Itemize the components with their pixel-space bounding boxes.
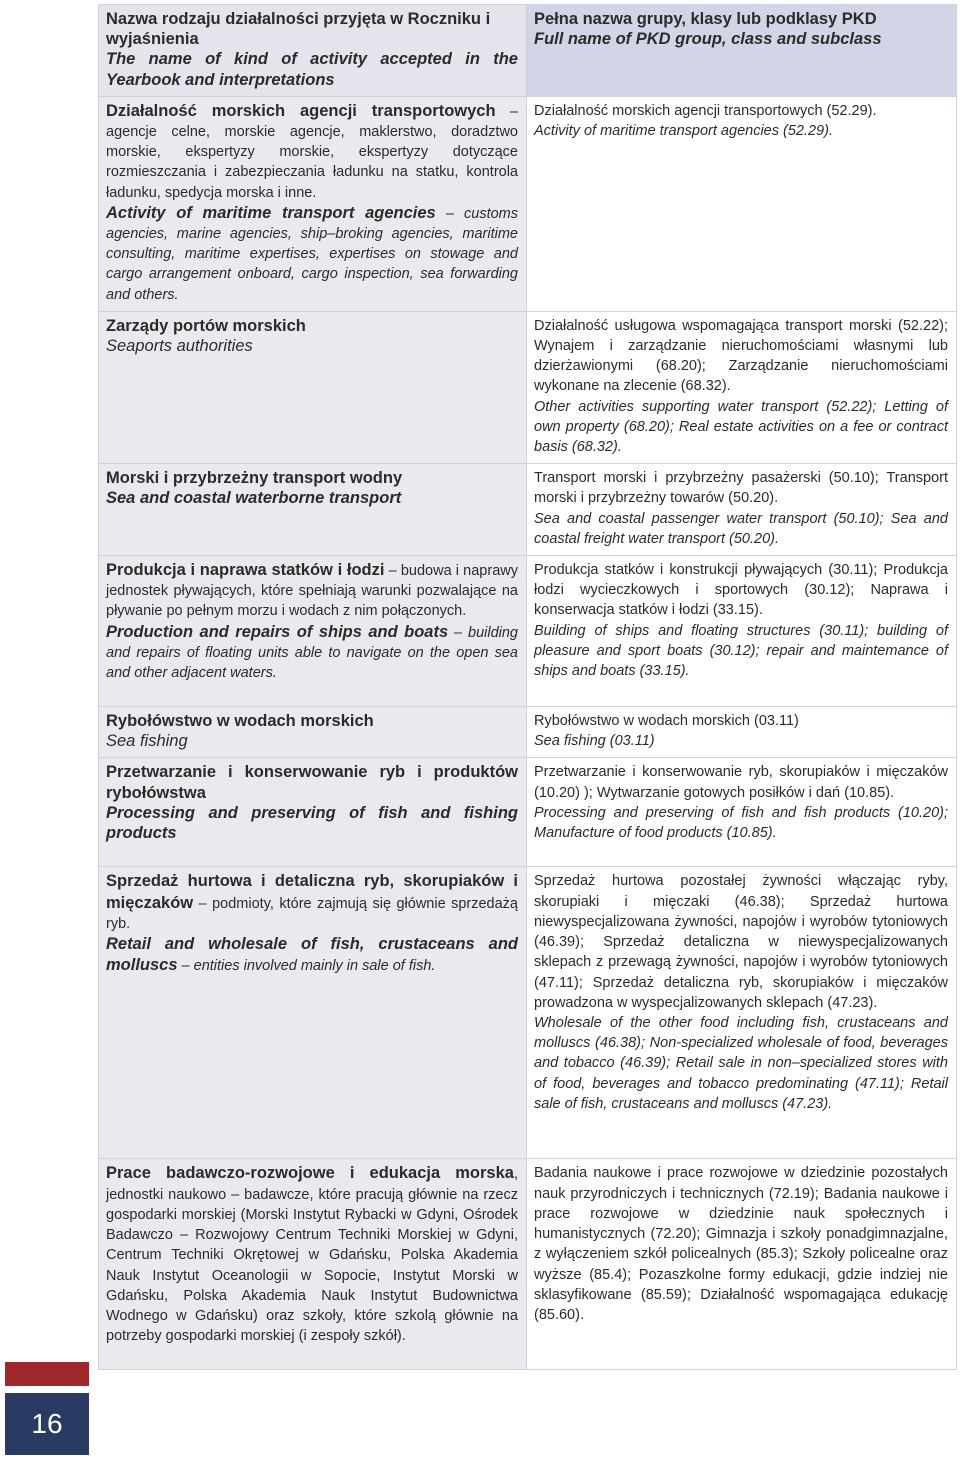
row-left-cell — [99, 867, 527, 1159]
row-title-en: Production and repairs of ships and boats — [106, 622, 449, 641]
row-pkd-en: Sea fishing (03.11) — [534, 733, 655, 750]
row-desc-en: – entities involved mainly in sale of fish. — [177, 958, 436, 975]
header-left-en: The name of kind of activity accepted in the Yearbook and interpretations — [106, 50, 518, 89]
table-row — [99, 556, 957, 707]
row-title-pl: Sprzedaż hurtowa i detaliczna ryb, skorupiaków i mięczaków — [106, 872, 518, 912]
row-title-en: Seaports authorities — [106, 337, 253, 356]
row-pkd-pl: Sprzedaż hurtowa pozostałej żywności włączając ryby, skorupiaki i mięczaki (46.38); Sprzedaż hurtowa niewyspecjalizowana żywności, napojów i wyrobów tytoniowych (46.39); Sprzedaż detaliczna w niewyspecjalizowanych sklepach z przewagą żywności, napojów i wyrobów tytoniowych (47.11); Sprzedaż detaliczna ryb, skorupiaków i mięczaków prowadzona w wyspecjalizowanych sklepach (47.23). — [534, 873, 948, 1011]
row-left-cell — [99, 758, 527, 867]
row-desc-en: – building and repairs of floating units able to navigate on the open sea and other adjacent waters. — [106, 624, 518, 682]
header-right-en: Full name of PKD group, class and subclass — [534, 30, 882, 49]
header-right-pl: Pełna nazwa grupy, klasy lub podklasy PKD — [534, 10, 877, 28]
row-right-cell — [527, 311, 957, 463]
row-pkd-en: Activity of maritime transport agencies (52.29). — [534, 123, 833, 140]
row-right-cell — [527, 758, 957, 867]
row-title-pl: Rybołówstwo w wodach morskich — [106, 712, 374, 731]
table-row — [99, 311, 957, 463]
row-left-cell — [99, 1159, 527, 1370]
header-left-cell — [99, 5, 527, 97]
row-pkd-en: Other activities supporting water transport (52.22); Letting of own property (68.20); Real estate activities on a fee or contract basis (68.32). — [534, 398, 948, 456]
row-desc-pl: , jednostki naukowo – badawcze, które pracują głównie na rzecz gospodarki morskiej (Morski Instytut Rybacki w Gdyni, Ośrodek Badawczo – Rozwojowy Centrum Techniki Morskiej w Gdyni, Centrum Techniki Okrętowej w Gdańsku, Polska Akademia Nauk Instytut Oceanologii w Sopocie, Instytut Morski w Gdańsku, Polska Akademia Nauk Instytut Budownictwa Wodnego w Gdańsku) oraz szkoły, które szkolą głównie na potrzeby gospodarki morskiej (i zespoły szkół). — [106, 1166, 518, 1345]
table-row — [99, 1159, 957, 1370]
row-desc-pl: – podmioty, które zajmują się głównie sprzedażą ryb. — [106, 895, 518, 932]
row-pkd-pl: Działalność usługowa wspomagająca transport morski (52.22); Wynajem i zarządzanie nieruchomościami własnymi lub dzierżawionymi (68.20); Zarządzanie nieruchomościami wykonane na zlecenie (68.32). — [534, 317, 948, 395]
table-row — [99, 96, 957, 311]
row-title-pl: Zarządy portów morskich — [106, 316, 306, 335]
row-title-en: Retail and wholesale of fish, crustaceans and molluscs — [106, 935, 518, 975]
row-title-en: Sea and coastal waterborne transport — [106, 489, 402, 508]
row-left-cell — [99, 556, 527, 707]
header-left-pl: Nazwa rodzaju działalności przyjęta w Roczniku i wyjaśnienia — [106, 10, 491, 49]
row-title-pl: Przetwarzanie i konserwowanie ryb i produktów rybołówstwa — [106, 763, 518, 802]
row-pkd-pl: Produkcja statków i konstrukcji pływających (30.11); Produkcja łodzi wycieczkowych i sportowych (30.12); Naprawa i konserwacja statków i łodzi (33.15). — [534, 562, 948, 619]
row-desc-en: – customs agencies, marine agencies, ship–broking agencies, maritime consulting, maritime expertises, expertises on stowage and cargo arrangement onboard, cargo inspection, sea forwarding and others. — [106, 205, 519, 303]
row-right-cell — [527, 556, 957, 707]
page-number: 16 — [5, 1393, 89, 1455]
row-title-pl: Działalność morskich agencji transportowych — [106, 101, 496, 120]
row-pkd-en: Sea and coastal passenger water transport (50.10); Sea and coastal freight water transport (50.20). — [534, 510, 948, 547]
row-right-cell — [527, 707, 957, 758]
row-pkd-pl: Rybołówstwo w wodach morskich (03.11) — [534, 713, 799, 730]
row-pkd-en: Building of ships and floating structures (30.11); building of pleasure and sport boats (30.12); repair and maintemance of ships and boats (33.15). — [534, 622, 948, 680]
row-right-cell — [527, 464, 957, 556]
page-marker-bar — [5, 1362, 89, 1386]
row-title-pl: Morski i przybrzeżny transport wodny — [106, 469, 403, 488]
row-left-cell — [99, 707, 527, 758]
table-row — [99, 867, 957, 1159]
row-desc-pl: – agencje celne, morskie agencje, maklerstwo, doradztwo morskie, ekspertyzy morskie, ekspertyzy dotyczące rozmieszczania i zabezpieczania ładunku na statku, kontrola ładunku, spedycja morska i inne. — [106, 103, 518, 201]
header-right-cell — [527, 5, 957, 97]
table-row — [99, 707, 957, 758]
row-title-en: Sea fishing — [106, 732, 188, 751]
pkd-table — [98, 4, 957, 1370]
row-pkd-pl: Przetwarzanie i konserwowanie ryb, skorupiaków i mięczaków (10.20) ); Wytwarzanie gotowych posiłków i dań (10.85). — [534, 764, 948, 801]
row-desc-pl: – budowa i naprawy jednostek pływających, które spełniają warunki pozwalające na pływanie po pełnym morzu i wodach z nim połączonych. — [106, 563, 518, 620]
row-pkd-pl: Transport morski i przybrzeżny pasażerski (50.10); Transport morski i przybrzeżny towarów (50.20). — [534, 470, 948, 507]
row-left-cell — [99, 96, 527, 311]
row-right-cell — [527, 1159, 957, 1370]
row-title-en: Processing and preserving of fish and fishing products — [106, 803, 518, 843]
table-header-row — [99, 5, 957, 97]
row-pkd-en: Wholesale of the other food including fish, crustaceans and molluscs (46.38); Non-specialized wholesale of food, beverages and tobacco (46.39); Retail sale in non–specialized stores with of food, beverages and tobacco predominating (47.11); Retail sale of fish, crustaceans and molluscs (47.23). — [534, 1014, 948, 1112]
row-left-cell — [99, 311, 527, 463]
row-title-pl: Produkcja i naprawa statków i łodzi — [106, 561, 385, 580]
row-pkd-en: Processing and preserving of fish and fish products (10.20); Manufacture of food products (10.85). — [534, 804, 948, 842]
row-title-pl: Prace badawczo-rozwojowe i edukacja morska — [106, 1164, 514, 1183]
table-row — [99, 464, 957, 556]
row-pkd-pl: Działalność morskich agencji transportowych (52.29). — [534, 102, 877, 119]
row-pkd-pl: Badania naukowe i prace rozwojowe w dziedzinie pozostałych nauk przyrodniczych i technicznych (72.19); Badania naukowe i prace rozwojowe w dziedzinie nauk społecznych i humanistycznych (72.20); Gimnazja i szkoły ponadgimnazjalne, z wyłączeniem szkół policealnych (85.3); Szkoły policealne oraz wyższe (85.4); Pozaszkolne formy edukacji, gdzie indziej nie sklasyfikowane (85.59); Działalność wspomagająca edukację (85.60). — [534, 1165, 948, 1323]
row-right-cell — [527, 96, 957, 311]
row-title-en: Activity of maritime transport agencies — [106, 203, 436, 222]
row-left-cell — [99, 464, 527, 556]
table-row — [99, 758, 957, 867]
row-right-cell — [527, 867, 957, 1159]
